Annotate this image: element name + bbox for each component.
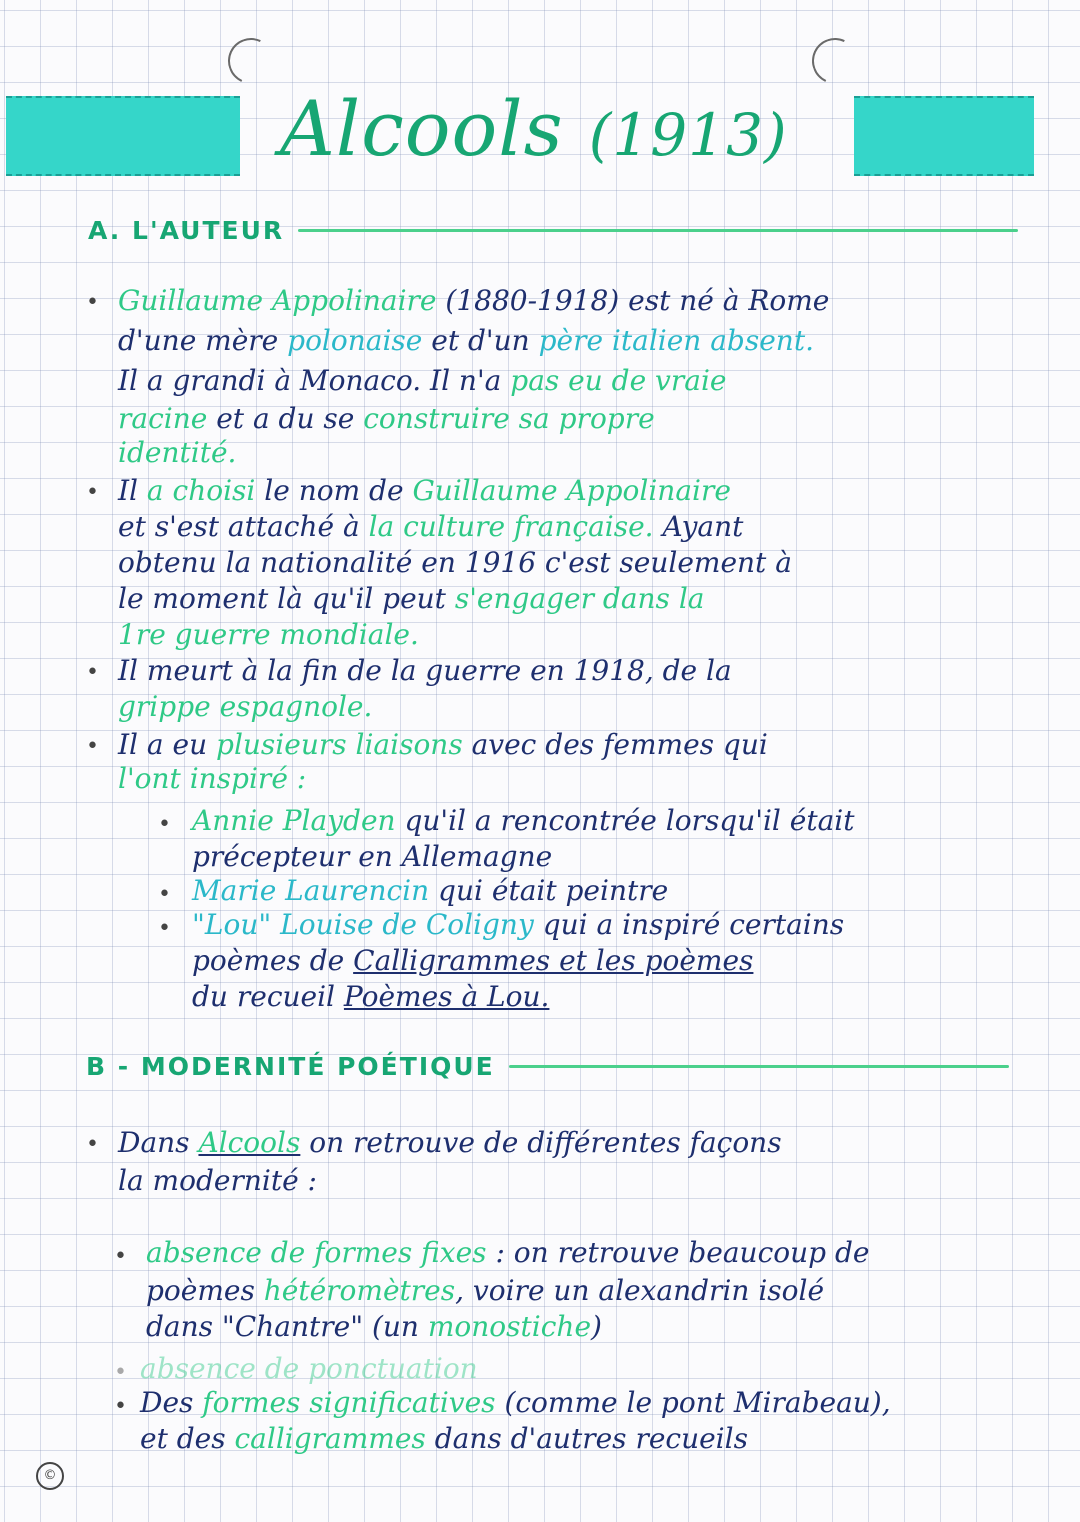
page-title bbox=[280, 84, 788, 194]
bullet: • bbox=[86, 660, 99, 685]
list-item: précepteur en Allemagne bbox=[192, 840, 553, 873]
text-line: Il a choisi le nom de Guillaume Appolinaire bbox=[118, 474, 731, 507]
highlight-band-right bbox=[854, 96, 1034, 176]
text-line: grippe espagnole. bbox=[118, 690, 373, 723]
text-line: identité. bbox=[118, 436, 237, 469]
section-b-rule bbox=[509, 1065, 1009, 1068]
list-item: dans "Chantre" (un monostiche) bbox=[146, 1310, 602, 1343]
list-item: poèmes de Calligrammes et les poèmes bbox=[192, 944, 754, 977]
text-line: obtenu la nationalité en 1916 c'est seulement à bbox=[118, 546, 792, 579]
text-line: l'ont inspiré : bbox=[118, 762, 307, 795]
list-item: poèmes hétéromètres, voire un alexandrin isolé bbox=[146, 1274, 825, 1307]
bullet: • bbox=[86, 480, 99, 505]
text-line: racine et a du se construire sa propre bbox=[118, 402, 655, 435]
bullet: • bbox=[86, 1132, 99, 1157]
list-item: Des formes significatives (comme le pont Mirabeau), bbox=[140, 1386, 891, 1419]
title-main: Alcools bbox=[280, 84, 564, 173]
text-line: Guillaume Appolinaire (1880-1918) est né à Rome bbox=[118, 284, 830, 317]
section-a-label: A. L'AUTEUR bbox=[88, 216, 285, 245]
binder-hole-left bbox=[222, 32, 281, 91]
bullet: • bbox=[114, 1360, 127, 1385]
copyright-mark-icon: © bbox=[36, 1462, 64, 1490]
text-line: Il a eu plusieurs liaisons avec des femmes qui bbox=[118, 728, 768, 761]
highlight-band-left bbox=[6, 96, 240, 176]
text-line: la modernité : bbox=[118, 1164, 317, 1197]
text-line: Il meurt à la fin de la guerre en 1918, de la bbox=[118, 654, 732, 687]
list-item: Annie Playden qu'il a rencontrée lorsqu'il était bbox=[192, 804, 855, 837]
text-line: Dans Alcools on retrouve de différentes façons bbox=[118, 1126, 782, 1159]
text-line: Il a grandi à Monaco. Il n'a pas eu de vraie bbox=[118, 364, 727, 397]
text-line: d'une mère polonaise et d'un père italien absent. bbox=[118, 324, 814, 357]
list-item: absence de formes fixes : on retrouve beaucoup de bbox=[146, 1236, 870, 1269]
list-item: "Lou" Louise de Coligny qui a inspiré certains bbox=[192, 908, 845, 941]
text-line: le moment là qu'il peut s'engager dans la bbox=[118, 582, 705, 615]
title-year: (1913) bbox=[588, 101, 788, 169]
bullet: • bbox=[114, 1244, 127, 1269]
list-item: du recueil Poèmes à Lou. bbox=[192, 980, 550, 1013]
text-line: et s'est attaché à la culture française. Ayant bbox=[118, 510, 744, 543]
text-line: 1re guerre mondiale. bbox=[118, 618, 419, 651]
bullet: • bbox=[158, 916, 171, 941]
bullet: • bbox=[86, 290, 99, 315]
section-b-label: B - MODERNITÉ POÉTIQUE bbox=[86, 1052, 495, 1081]
bullet: • bbox=[114, 1394, 127, 1419]
binder-hole-right bbox=[806, 32, 865, 91]
bullet: • bbox=[158, 882, 171, 907]
bullet: • bbox=[86, 734, 99, 759]
bullet: • bbox=[158, 812, 171, 837]
list-item: Marie Laurencin qui était peintre bbox=[192, 874, 669, 907]
list-item: et des calligrammes dans d'autres recueils bbox=[140, 1422, 748, 1455]
section-a-heading bbox=[88, 216, 1018, 245]
section-b-heading bbox=[86, 1052, 1009, 1081]
section-a-rule bbox=[298, 229, 1018, 232]
list-item: absence de ponctuation bbox=[140, 1352, 478, 1385]
